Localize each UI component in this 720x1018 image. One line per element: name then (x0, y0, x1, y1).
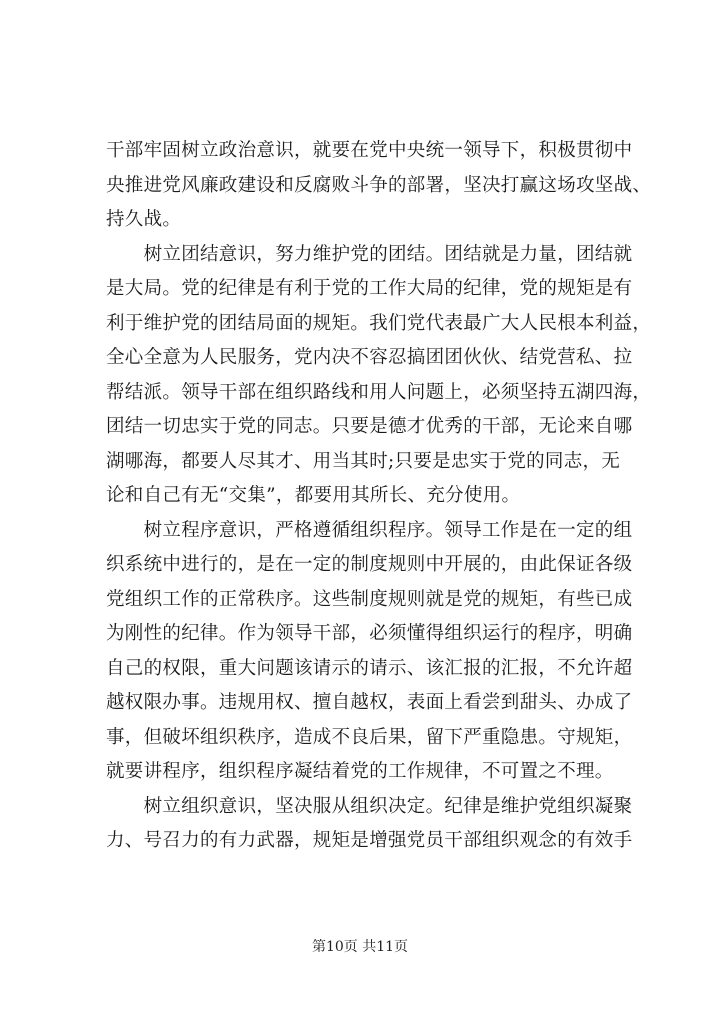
text-line: 力、号召力的有力武器，规矩是增强党员干部组织观念的有效手 (106, 830, 633, 851)
text-line: 就要讲程序，组织程序凝结着党的工作规律，不可置之不理。 (106, 761, 614, 782)
text-line: 论和自己有无“交集”，都要用其所长、充分使用。 (106, 485, 521, 506)
text-line: 树立组织意识，坚决服从组织决定。纪律是维护党组织凝聚 (106, 795, 633, 817)
text-line: 全心全意为人民服务，党内决不容忍搞团团伙伙、结党营私、拉 (106, 347, 633, 368)
text-line: 持久战。 (106, 209, 182, 230)
text-line: 越权限办事。违规用权、擅自越权，表面上看尝到甜头、办成了 (106, 692, 633, 713)
text-line: 事，但破坏组织秩序，造成不良后果，留下严重隐患。守规矩， (106, 726, 633, 748)
text-line: 利于维护党的团结局面的规矩。我们党代表最广大人民根本利益， (106, 312, 652, 334)
text-line: 团结一切忠实于党的同志。只要是德才优秀的干部，无论来自哪 (106, 416, 633, 437)
text-line: 织系统中进行的，是在一定的制度规则中开展的，由此保证各级 (106, 554, 633, 575)
text-line: 央推进党风廉政建设和反腐败斗争的部署，坚决打赢这场攻坚战、 (106, 174, 652, 196)
page-number-footer: 第10页 共11页 (311, 939, 409, 955)
text-line: 是大局。党的纪律是有利于党的工作大局的纪律，党的规矩是有 (106, 278, 633, 299)
document-body (106, 134, 666, 859)
text-line: 湖哪海，都要人尽其才、用当其时;只要是忠实于党的同志，无 (106, 450, 621, 472)
text-line: 为刚性的纪律。作为领导干部，必须懂得组织运行的程序，明确 (106, 623, 633, 644)
text-line: 自己的权限，重大问题该请示的请示、该汇报的汇报，不允许超 (106, 657, 633, 679)
text-line: 干部牢固树立政治意识，就要在党中央统一领导下，积极贯彻中 (106, 140, 633, 161)
text-line: 党组织工作的正常秩序。这些制度规则就是党的规矩，有些已成 (106, 588, 633, 610)
text-line: 帮结派。领导干部在组织路线和用人问题上，必须坚持五湖四海， (106, 381, 652, 403)
text-line: 树立程序意识，严格遵循组织程序。领导工作是在一定的组 (106, 519, 633, 541)
text-line: 树立团结意识，努力维护党的团结。团结就是力量，团结就 (106, 243, 633, 265)
